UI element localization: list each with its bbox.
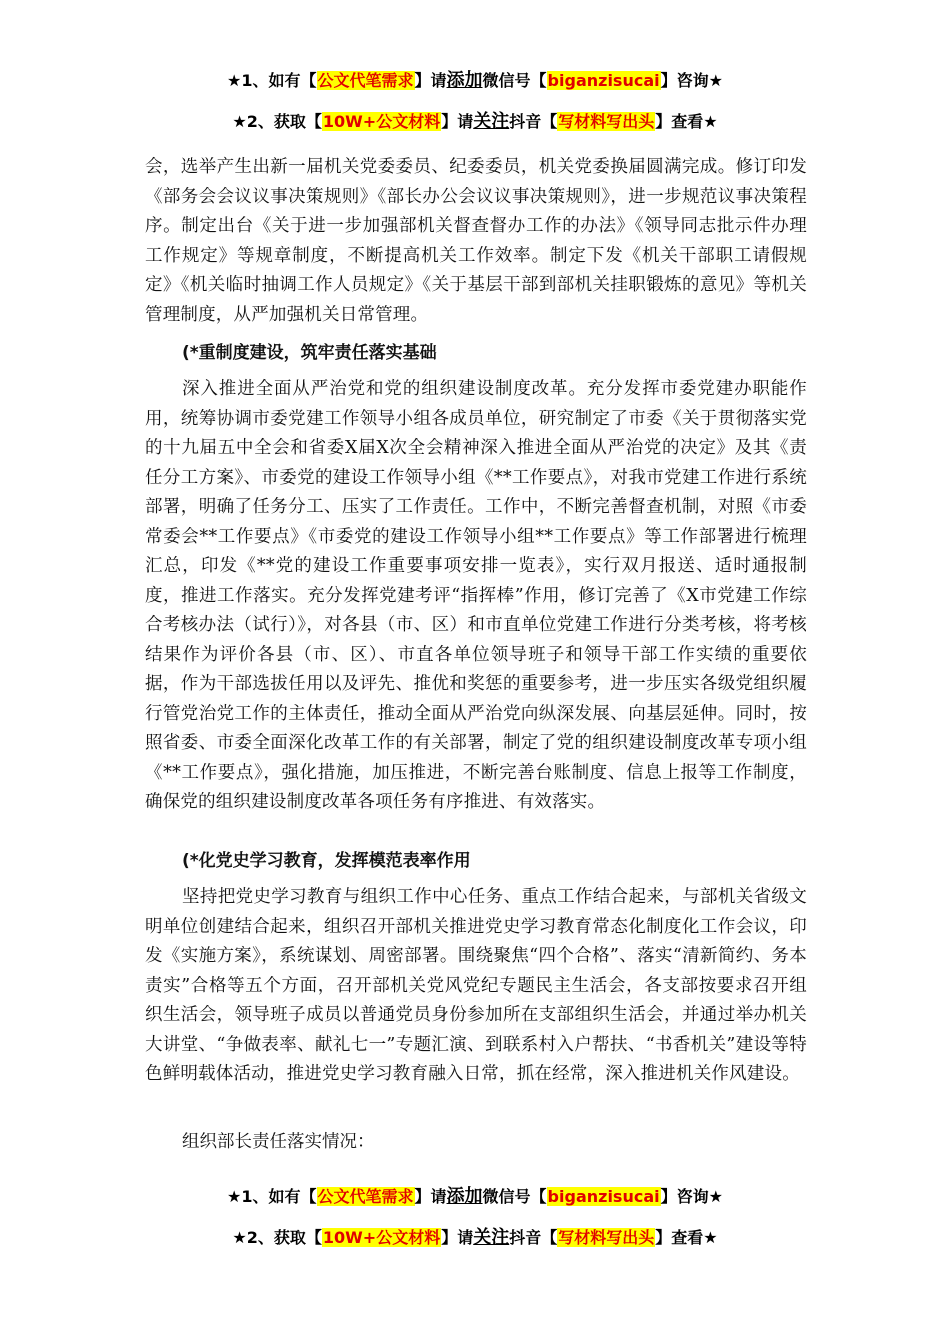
promo-text: 】咨询★ xyxy=(660,1187,723,1206)
promo-highlight: 公文代笔需求 xyxy=(317,1187,414,1206)
promo-text: ★2、获取【 xyxy=(232,1228,322,1247)
promo-emphasis: 添加 xyxy=(446,70,483,91)
promo-highlight: 公文代笔需求 xyxy=(317,71,414,90)
promo-highlight: 写材料写出头 xyxy=(558,112,655,131)
promo-emphasis: 关注 xyxy=(473,111,510,132)
promo-text: ★1、如有【 xyxy=(227,1187,317,1206)
promo-text: 微信号【 xyxy=(482,71,547,90)
promo-text: ★1、如有【 xyxy=(227,71,317,90)
promo-highlight: 写材料写出头 xyxy=(558,1228,655,1247)
promo-text: 抖音【 xyxy=(509,1228,558,1247)
promo-text: 】请 xyxy=(414,71,447,90)
promo-emphasis: 关注 xyxy=(473,1227,510,1248)
paragraph-block xyxy=(145,375,807,818)
promo-text: 】请 xyxy=(414,1187,447,1206)
body-paragraph: 深入推进全面从严治党和党的组织建设制度改革。充分发挥市委党建办职能作用，统筹协调市委党建工作领导小组各成员单位，研究制定了市委《关于贯彻落实党的十九届五中全会和省委X届X次全会精神深入推进全面从严治党的决定》及其《责任分工方案》、市委党的建设工作领导小组《**工作要点》，对我市党建工作进行系统部署，明确了任务分工、压实了工作责任。工作中，不断完善督查机制，对照《市委常委会**工作要点》《市委党的建设工作领导小组**工作要点》等工作部署进行梳理汇总，印发《**党的建设工作重要事项安排一览表》，实行双月报送、适时通报制度，推进工作落实。充分发挥党建考评“指挥棒”作用，修订完善了《X市党建工作综合考核办法（试行）》，对各县（市、区）和市直单位党建工作进行分类考核，将考核结果作为评价各县（市、区）、市直各单位领导班子和领导干部工作实绩的重要依据，作为干部选拔任用以及评先、推优和奖惩的重要参考，进一步压实各级党组织履行管党治党工作的主体责任，推动全面从严治党向纵深发展、向基层延伸。同时，按照省委、市委全面深化改革工作的有关部署，制定了党的组织建设制度改革专项小组《**工作要点》，强化措施，加压推进，不断完善台账制度、信息上报等工作制度，确保党的组织建设制度改革各项任务有序推进、有效落实。 xyxy=(145,379,807,812)
promo-emphasis: 添加 xyxy=(446,1186,483,1207)
promo-highlight: biganzisucai xyxy=(547,71,660,90)
intro-paragraph-block xyxy=(145,153,807,330)
promo-highlight: biganzisucai xyxy=(547,1187,660,1206)
promo-text: ★2、获取【 xyxy=(232,112,322,131)
promo-line-1 xyxy=(0,1186,950,1208)
promo-line-2 xyxy=(0,111,950,133)
promo-text: 】咨询★ xyxy=(660,71,723,90)
closing-line: 组织部长责任落实情况： xyxy=(182,1132,375,1152)
promo-text: 抖音【 xyxy=(509,112,558,131)
intro-paragraph: 会，选举产生出新一届机关党委委员、纪委委员，机关党委换届圆满完成。修订印发《部务会会议议事决策规则》《部长办公会议议事决策规则》，进一步规范议事决策程序。制定出台《关于进一步加强部机关督查督办工作的办法》《领导同志批示件办理工作规定》等规章制度，不断提高机关工作效率。制定下发《机关干部职工请假规定》《机关临时抽调工作人员规定》《关于基层干部到部机关挂职锻炼的意见》等机关管理制度，从严加强机关日常管理。 xyxy=(145,157,807,325)
promo-text: 微信号【 xyxy=(482,1187,547,1206)
promo-text: 】查看★ xyxy=(655,112,718,131)
promo-text: 】查看★ xyxy=(655,1228,718,1247)
paragraph-block xyxy=(145,883,807,1090)
body-paragraph: 坚持把党史学习教育与组织工作中心任务、重点工作结合起来，与部机关省级文明单位创建结合起来，组织召开部机关推进党史学习教育常态化制度化工作会议，印发《实施方案》，系统谋划、周密部署。围绕聚焦“四个合格”、落实“清新简约、务本责实”合格等五个方面，召开部机关党风党纪专题民主生活会，各支部按要求召开组织生活会，领导班子成员以普通党员身份参加所在支部组织生活会，并通过举办机关大讲堂、“争做表率、献礼七一”专题汇演、到联系村入户帮扶、“书香机关”建设等特色鲜明载体活动，推进党史学习教育融入日常，抓在经常，深入推进机关作风建设。 xyxy=(145,887,807,1084)
section-heading: (*重制度建设，筑牢责任落实基础 xyxy=(182,343,437,363)
promo-highlight: 10W+公文材料 xyxy=(322,1228,441,1247)
section-heading: (*化党史学习教育，发挥模范表率作用 xyxy=(182,851,471,871)
promo-highlight: 10W+公文材料 xyxy=(322,112,441,131)
promo-text: 】请 xyxy=(441,112,474,131)
promo-line-2 xyxy=(0,1227,950,1249)
promo-line-1 xyxy=(0,70,950,92)
promo-text: 】请 xyxy=(441,1228,474,1247)
